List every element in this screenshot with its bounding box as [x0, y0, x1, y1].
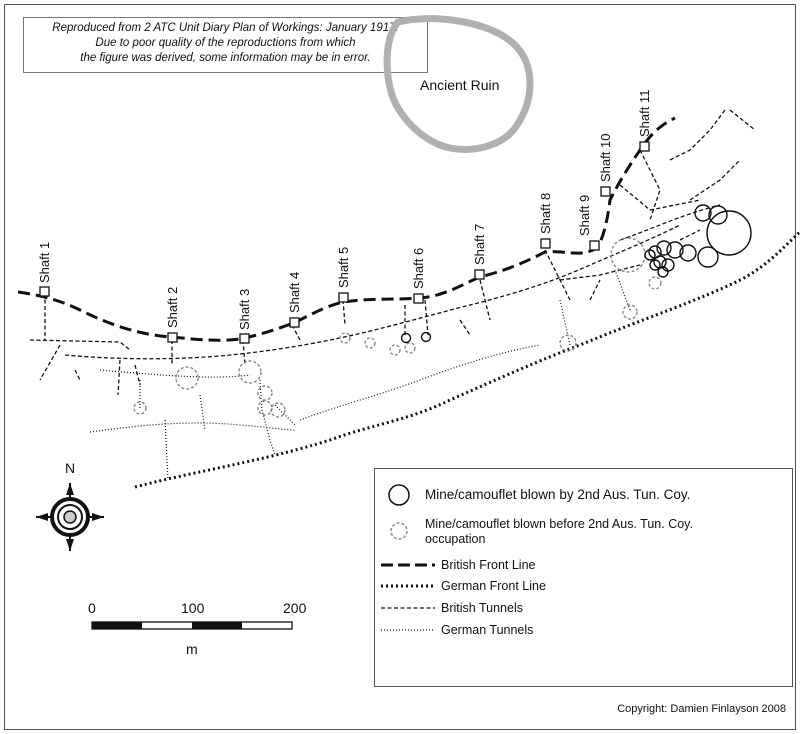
compass-north-label: N	[65, 460, 76, 476]
shaft-4-label: Shaft 4	[287, 271, 302, 313]
legend-solid-circle	[389, 485, 409, 505]
scale-tick-200: 200	[283, 600, 307, 616]
copyright-text: Copyright: Damien Finlayson 2008	[617, 703, 786, 715]
shaft-9-label: Shaft 9	[577, 194, 592, 236]
shaft-11-label: Shaft 11	[637, 89, 652, 137]
shaft-10	[598, 134, 613, 196]
ruin-label: Ancient Ruin	[420, 77, 500, 93]
shaft-8-label: Shaft 8	[538, 192, 553, 234]
legend-british-tunnels: British Tunnels	[441, 601, 523, 615]
shaft-2-label: Shaft 2	[165, 286, 180, 328]
legend-mine-2nd: Mine/camouflet blown by 2nd Aus. Tun. Coy.	[425, 487, 691, 502]
legend-dashed-circle	[391, 523, 407, 539]
shaft-7	[472, 224, 487, 279]
legend-mine-before-line1: Mine/camouflet blown before 2nd Aus. Tun. Coy.	[425, 517, 693, 531]
shaft-11	[637, 90, 652, 151]
map-legend	[374, 468, 793, 687]
note-line-3: the figure was derived, some information may be in error.	[80, 52, 371, 64]
shaft-10-label: Shaft 10	[598, 133, 613, 182]
scale-unit: m	[186, 641, 198, 657]
shafts	[37, 90, 652, 343]
german-front-line	[135, 232, 800, 487]
shaft-3-label: Shaft 3	[237, 288, 252, 330]
craters-before-occupation	[134, 238, 661, 417]
shaft-6-label: Shaft 6	[411, 247, 426, 289]
north-compass	[36, 460, 104, 551]
scale-tick-0: 0	[88, 600, 96, 616]
shaft-8	[538, 193, 553, 248]
shaft-1	[37, 242, 52, 296]
shaft-5	[336, 247, 351, 302]
shaft-9	[577, 195, 599, 250]
shaft-3	[237, 289, 252, 343]
scale-bar	[88, 600, 307, 657]
shaft-1-label: Shaft 1	[37, 241, 52, 283]
shaft-5-label: Shaft 5	[336, 246, 351, 288]
legend-mine-before-line2: occupation	[425, 532, 486, 546]
legend-british-front: British Front Line	[441, 558, 536, 572]
shaft-7-label: Shaft 7	[472, 223, 487, 265]
scale-tick-100: 100	[181, 600, 205, 616]
shaft-2	[165, 287, 180, 342]
note-line-2: Due to poor quality of the reproductions from which	[95, 37, 356, 49]
legend-german-tunnels: German Tunnels	[441, 623, 534, 637]
legend-german-front: German Front Line	[441, 579, 546, 593]
shaft-6	[411, 248, 426, 303]
note-line-1: Reproduced from 2 ATC Unit Diary Plan of Workings: January 1917.	[52, 22, 399, 34]
